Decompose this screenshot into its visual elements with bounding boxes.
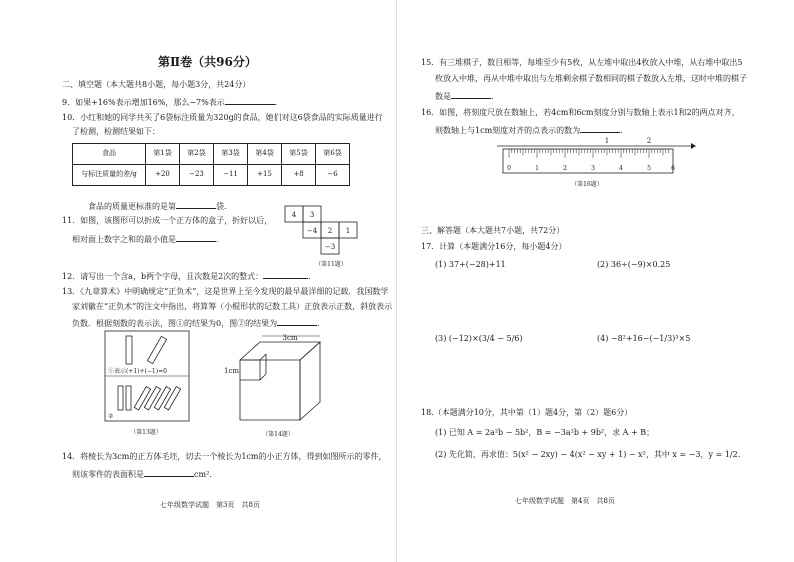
question-12: 12．请写出一个含a，b两个字母，且次数是2次的整式： ． [62,272,317,281]
net-number: 3 [309,211,315,219]
question-17-2: (2) 36÷(−9)×0.25 [597,260,671,269]
net-number: 1 [345,227,351,235]
answer-blank[interactable] [144,468,194,477]
ruler-number: 3 [591,165,595,172]
figure-caption: （第14题） [262,431,294,438]
figure-caption: （第13题） [130,429,162,436]
figure-caption: （第11题） [315,261,347,268]
question-15-line1: 15．有三堆棋子，数目相等，每堆至少有5枚，从左堆中取出4枚放入中堆，从右堆中取出5 [421,58,743,67]
page-footer: 七年级数学试题 第3页 共8页 [160,501,260,509]
ruler-number: 0 [507,165,511,172]
answer-blank[interactable] [277,317,317,326]
question-9: 9．如果+16%表示增加16%，那么−7%表示 ． [62,98,283,107]
cube-part-figure [222,332,342,442]
question-17-1: (1) 37+(−28)+11 [435,260,506,269]
net-number: −3 [324,243,336,251]
question-14-line1: 14．将棱长为3cm的正方体毛坯，切去一个棱长为1cm的小正方体，得到如图所示的零件， [62,452,387,461]
answer-blank[interactable] [263,270,308,279]
question-18-2: (2) 先化简，再求值：5(x² − 2xy) − 4(x² − xy + 1) − x²，其中 x = −3，y = 1/2. [435,450,741,459]
question-17-4: (4) −8²+16−(−1/3)³×5 [597,334,691,343]
section-2-heading: 二、填空题（本大题共8小题，每小题3分，共24分） [62,80,251,89]
dimension-label: 1cm [224,367,240,375]
ruler-number: 4 [619,165,623,172]
counting-rods-figure [104,330,192,438]
table-cell: 第1袋 [146,144,180,165]
question-16-line2: 则数轴上与1cm刻度对齐的点表示的数为 ． [435,126,629,135]
rod-upright [118,386,123,410]
rod-upright [126,336,132,364]
table-cell: +20 [146,165,180,186]
dimension-label: 3cm [282,334,298,342]
question-10-line1: 10．小红和她的同学共买了6袋标注质量为320g的食品，她们对这6袋食品的实际质量进行 [62,113,383,122]
table-cell: 第3袋 [214,144,248,165]
question-17: 17．计算（本题满分16分，每小题4分） [421,242,567,251]
question-13-line3: 负数．根据刻数的表示法，图①的结果为0，图②的结果为 ． [72,319,326,328]
question-11-line1: 11．如图，该图形可以折成一个正方体的盒子，折好以后， [62,216,273,225]
answer-blank[interactable] [176,200,216,209]
table-row [73,144,350,165]
page-4 [397,0,794,562]
ruler-number: 1 [535,165,539,172]
table-cell: 第2袋 [180,144,214,165]
page-footer: 七年级数学试题 第4页 共8页 [515,497,615,505]
question-13-line1: 13．《九章算术》中明确规定“正负术”，这是世界上至今发现的最早最详细的记载．我国数学 [62,287,389,296]
answer-blank[interactable] [580,124,620,133]
table-cell: −11 [214,165,248,186]
ruler-number: 2 [563,165,567,172]
table-cell: 食品 [73,144,146,165]
ruler-number: 6 [671,165,675,172]
table-cell: −23 [180,165,214,186]
net-number: −4 [306,227,318,235]
answer-blank[interactable] [451,90,491,99]
table-cell: 第5袋 [282,144,316,165]
axis-arrow [691,143,696,149]
axis-label: 2 [646,137,652,145]
table-row [73,165,350,186]
answer-blank[interactable] [225,96,275,105]
table-cell: −6 [316,165,350,186]
table-cell: +15 [248,165,282,186]
net-number: 2 [327,227,333,235]
rod-slanted [147,336,166,363]
mass-table [72,143,350,186]
question-10-line2: 了检测，检测结果如下： [72,127,160,136]
section-3-heading: 三、解答题（本大题共7小题，共72分） [421,226,565,235]
cube-net-figure [283,204,363,270]
table-cell: 第4袋 [248,144,282,165]
table-cell: 第6袋 [316,144,350,165]
figure-label-2: ② [108,413,114,420]
rod-upright [126,386,131,410]
question-15-line2: 枚放入中堆，再从中堆中取出与左堆剩余棋子数相同的棋子数放入左堆，这时中堆的棋子 [435,74,747,83]
question-11-line2: 相对面上数字之和的最小值是 ． [72,235,224,244]
ruler-number: 5 [647,165,651,172]
question-18-1: (1) 已知 A = 2a²b − 5b²，B = −3a²b + 9b²，求 A + B； [435,428,655,437]
question-16-line1: 16．如图，将刻度尺放在数轴上，若4cm和6cm刻度分别与数轴上表示1和2的两点对齐， [421,108,740,117]
table-cell: 与标注质量的差/g [73,165,146,186]
question-18: 18.（本题满分10分，其中第（1）题4分，第（2）题6分） [421,408,633,417]
question-15-line3: 数是 ． [435,92,499,101]
question-10-line3: 食品的质量更标准的是第 袋． [88,202,232,211]
question-13-line2: 家刘徽在“正负术”的注文中指出，将算筹（小棍形状的记数工具）正放表示正数，斜放表示 [72,302,393,311]
paper-title: 第Ⅱ卷（共96分） [158,55,257,69]
figure-label-1: ①表示(+1)+(−1)=0 [108,368,167,375]
ruler-figure [497,136,697,190]
question-17-3: (3) (−12)×(3/4 − 5/6) [435,334,523,343]
question-14-line2: 则该零件的表面积是 cm². [72,470,212,479]
table-cell: +8 [282,165,316,186]
net-number: 4 [291,211,297,219]
answer-blank[interactable] [176,233,216,242]
axis-label: 1 [604,137,610,145]
figure-caption: （第16题） [571,181,603,188]
